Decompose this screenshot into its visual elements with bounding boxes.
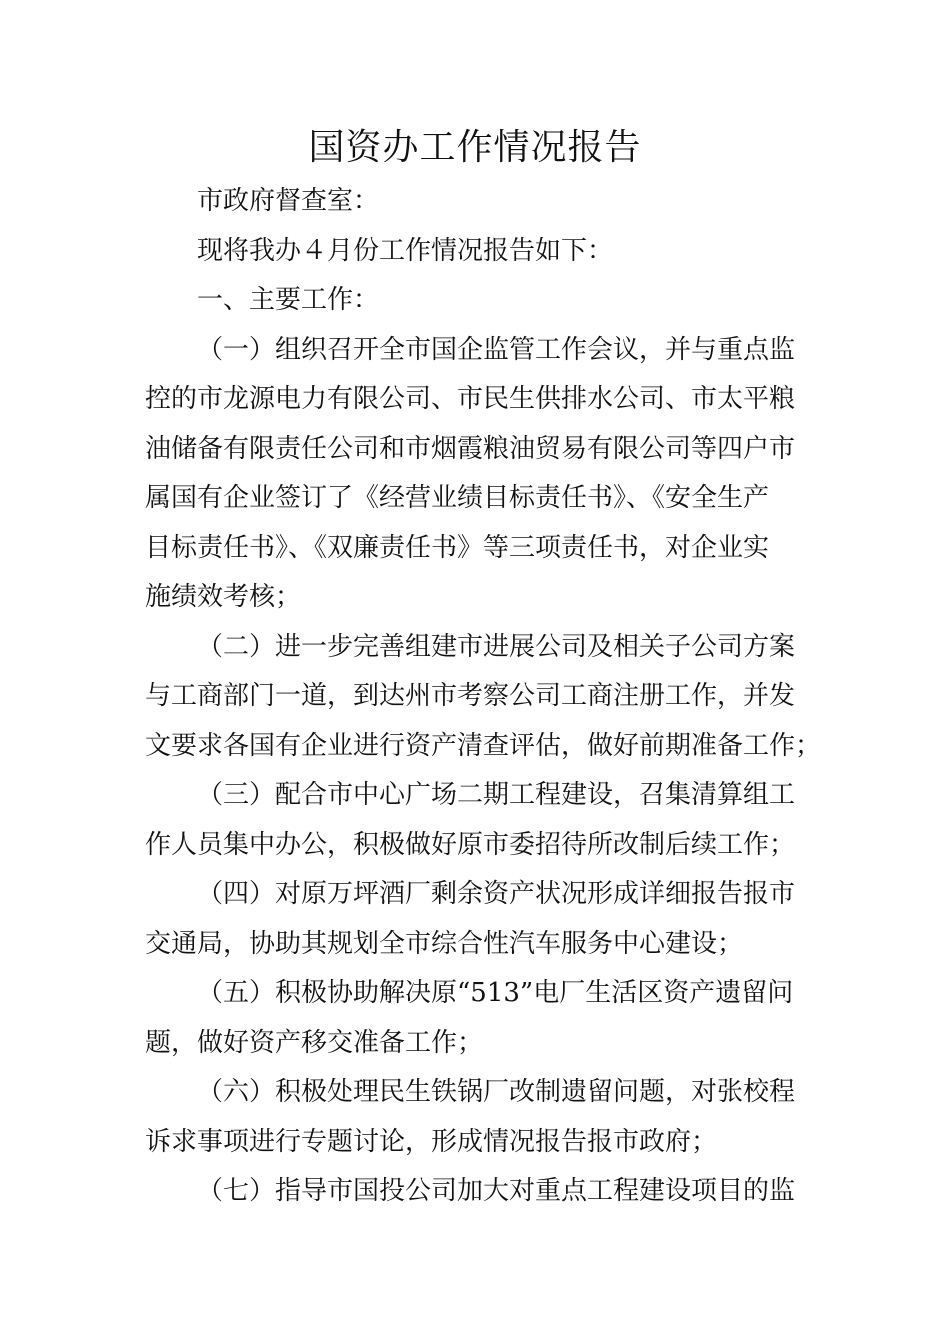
text-line: 施绩效考核；: [145, 582, 302, 612]
work-item-5: [145, 969, 809, 1068]
text-line: 文要求各国有企业进行资产清查评估，做好前期准备工作；: [145, 730, 822, 761]
page-title: 国资办工作情况报告: [308, 127, 642, 168]
text-line: （六）积极处理民生铁锅厂改制遗留问题，对张校程: [197, 1077, 796, 1107]
text-line: （三）配合市中心广场二期工程建设，召集清算组工: [197, 780, 796, 810]
work-item-7: [145, 1167, 809, 1217]
work-item-4: [145, 870, 809, 969]
text-line: （二）进一步完善组建市进展公司及相关子公司方案: [197, 631, 796, 662]
text-line: （五）积极协助解决原“513”电厂生活区资产遗留问: [197, 978, 794, 1008]
text-line: 作人员集中办公，积极做好原市委招待所改制后续工作；: [145, 829, 796, 860]
text-line: 与工商部门一道，到达州市考察公司工商注册工作，并发: [145, 681, 796, 711]
text-line: 属国有企业签订了《经营业绩目标责任书》、《安全生产: [145, 483, 770, 513]
text-line: 诉求事项进行专题讨论，形成情况报告报市政府；: [145, 1126, 718, 1157]
text-line: （一）组织召开全市国企监管工作会议，并与重点监: [197, 334, 796, 365]
work-item-2: [145, 623, 822, 772]
text-line: 油储备有限责任公司和市烟霞粮油贸易有限公司等四户市: [145, 433, 796, 464]
text-line: （七）指导市国投公司加大对重点工程建设项目的监: [197, 1176, 796, 1206]
work-item-1: [145, 326, 809, 623]
text-line: 目标责任书》、《双廉责任书》等三项责任书，对企业实: [145, 532, 770, 563]
salutation: 市政府督查室：: [197, 186, 380, 216]
text-line: 交通局，协助其规划全市综合性汽车服务中心建设；: [145, 928, 744, 959]
text-line: 控的市龙源电力有限公司、市民生供排水公司、市太平粮: [145, 384, 796, 414]
document-body: [145, 177, 822, 1217]
intro-paragraph: 现将我办４月份工作情况报告如下：: [197, 235, 614, 266]
work-item-6: [145, 1068, 809, 1167]
work-item-3: [145, 771, 809, 870]
section-heading: 一、主要工作：: [197, 285, 380, 315]
text-line: 题，做好资产移交准备工作；: [145, 1027, 484, 1058]
text-line: （四）对原万坪酒厂剩余资产状况形成详细报告报市: [197, 879, 796, 909]
